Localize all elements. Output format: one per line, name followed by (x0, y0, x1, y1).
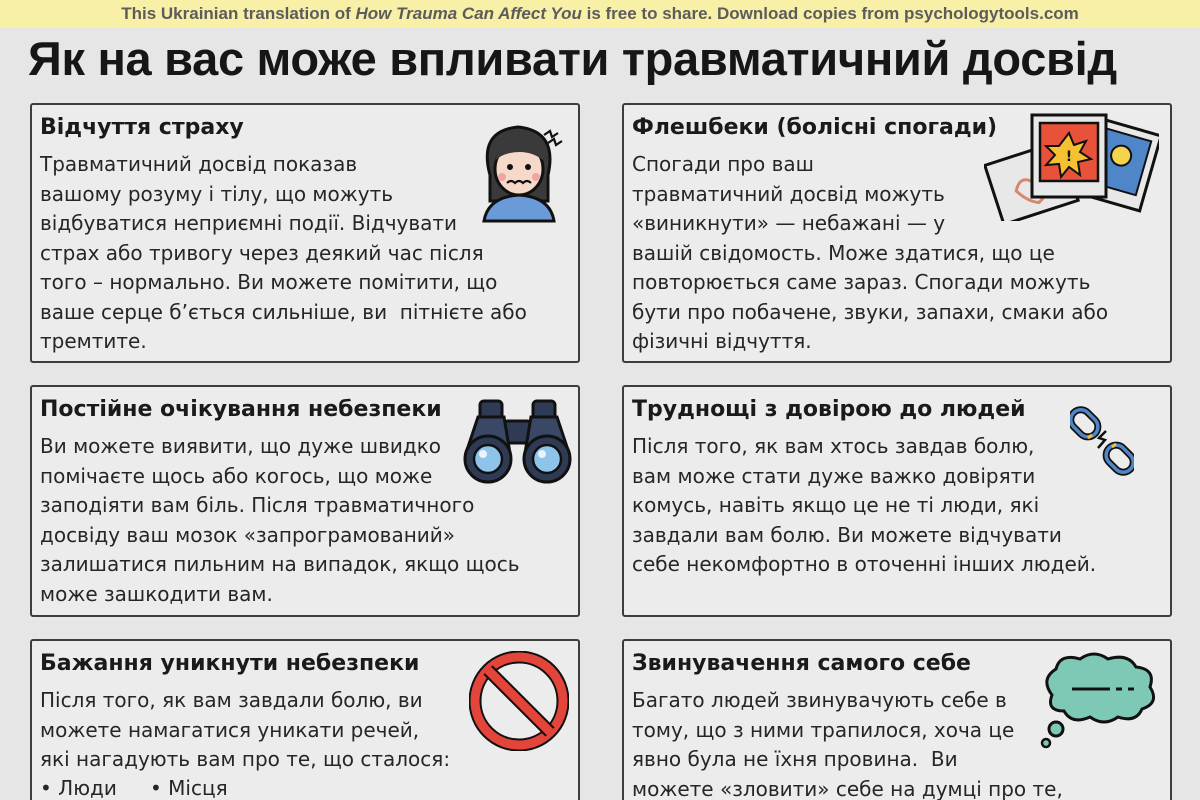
card-body: Травматичний досвід показав вашому розуму і тілу, що можуть відбуватися неприємні події. Відчувати страх або тривогу через деякий час після того – нормально. Ви можете помітити, що ваше серце б’ється сильніше, ви пітнієте або тремтите. (40, 152, 527, 353)
card-trust (622, 385, 1172, 617)
card-body: Спогади про ваш травматичний досвід можуть «виникнути» — небажані — у вашій свідомость. Може здатися, що це повторюється саме зараз. Спогади можуть бути про побачене, звуки, запахи, смаки або фізичні відчуття. (632, 152, 1109, 353)
avoidance-list (40, 774, 228, 800)
share-banner (0, 0, 1200, 28)
card-body: Після того, як вам хтось завдав болю, вам може стати дуже важко довіряти комусь, навіть якщо це не ті люди, які завдали вам болю. Ви можете відчувати себе некомфортно в оточенні інших людей. (632, 434, 1097, 576)
banner-prefix: This Ukrainian translation of (121, 4, 356, 23)
card-title: Постійне очікування небезпеки (40, 397, 442, 422)
thought-cloud-icon (1038, 649, 1163, 749)
banner-suffix: is free to share. Download copies from psychologytools.com (581, 4, 1079, 23)
broken-chain-icon (1070, 401, 1134, 481)
svg-text:!: ! (1065, 149, 1073, 165)
card-body: Ви можете виявити, що дуже швидко помічаєте щось або когось, що може заподіяти вам біль. Після травматичного досвіду ваш мозок «запрограмований» залишатися пильним на випадок, якщо щось може зашкодити вам. (40, 434, 520, 606)
binoculars-icon (460, 391, 575, 485)
card-body: Після того, як вам завдали болю, ви можете намагатися уникати речей, які нагадують вам про те, що сталося: (40, 688, 451, 771)
card-title: Звинувачення самого себе (632, 651, 971, 676)
card-fear (30, 103, 580, 363)
list-item: • Місця (150, 776, 228, 800)
card-title: Флешбеки (болісні спогади) (632, 115, 998, 140)
card-self-blame (622, 639, 1172, 800)
card-body: Багато людей звинувачують себе в тому, що з ними трапилося, хоча це явно була не їхня провина. Ви можете «зловити» себе на думці про те, (632, 688, 1063, 800)
card-title: Труднощі з довірою до людей (632, 397, 1026, 422)
page-title: Як на вас може впливати травматичний досвід (28, 32, 1117, 85)
prohibition-icon (469, 651, 569, 751)
card-danger-expectation (30, 385, 580, 617)
banner-book-title: How Trauma Can Affect You (355, 4, 582, 23)
card-title: Бажання уникнути небезпеки (40, 651, 420, 676)
card-title: Відчуття страху (40, 115, 244, 140)
frightened-woman-icon (470, 113, 570, 223)
card-avoidance (30, 639, 580, 800)
list-item: • Люди (40, 776, 117, 800)
card-flashbacks (622, 103, 1172, 363)
photographs-icon (984, 111, 1159, 221)
